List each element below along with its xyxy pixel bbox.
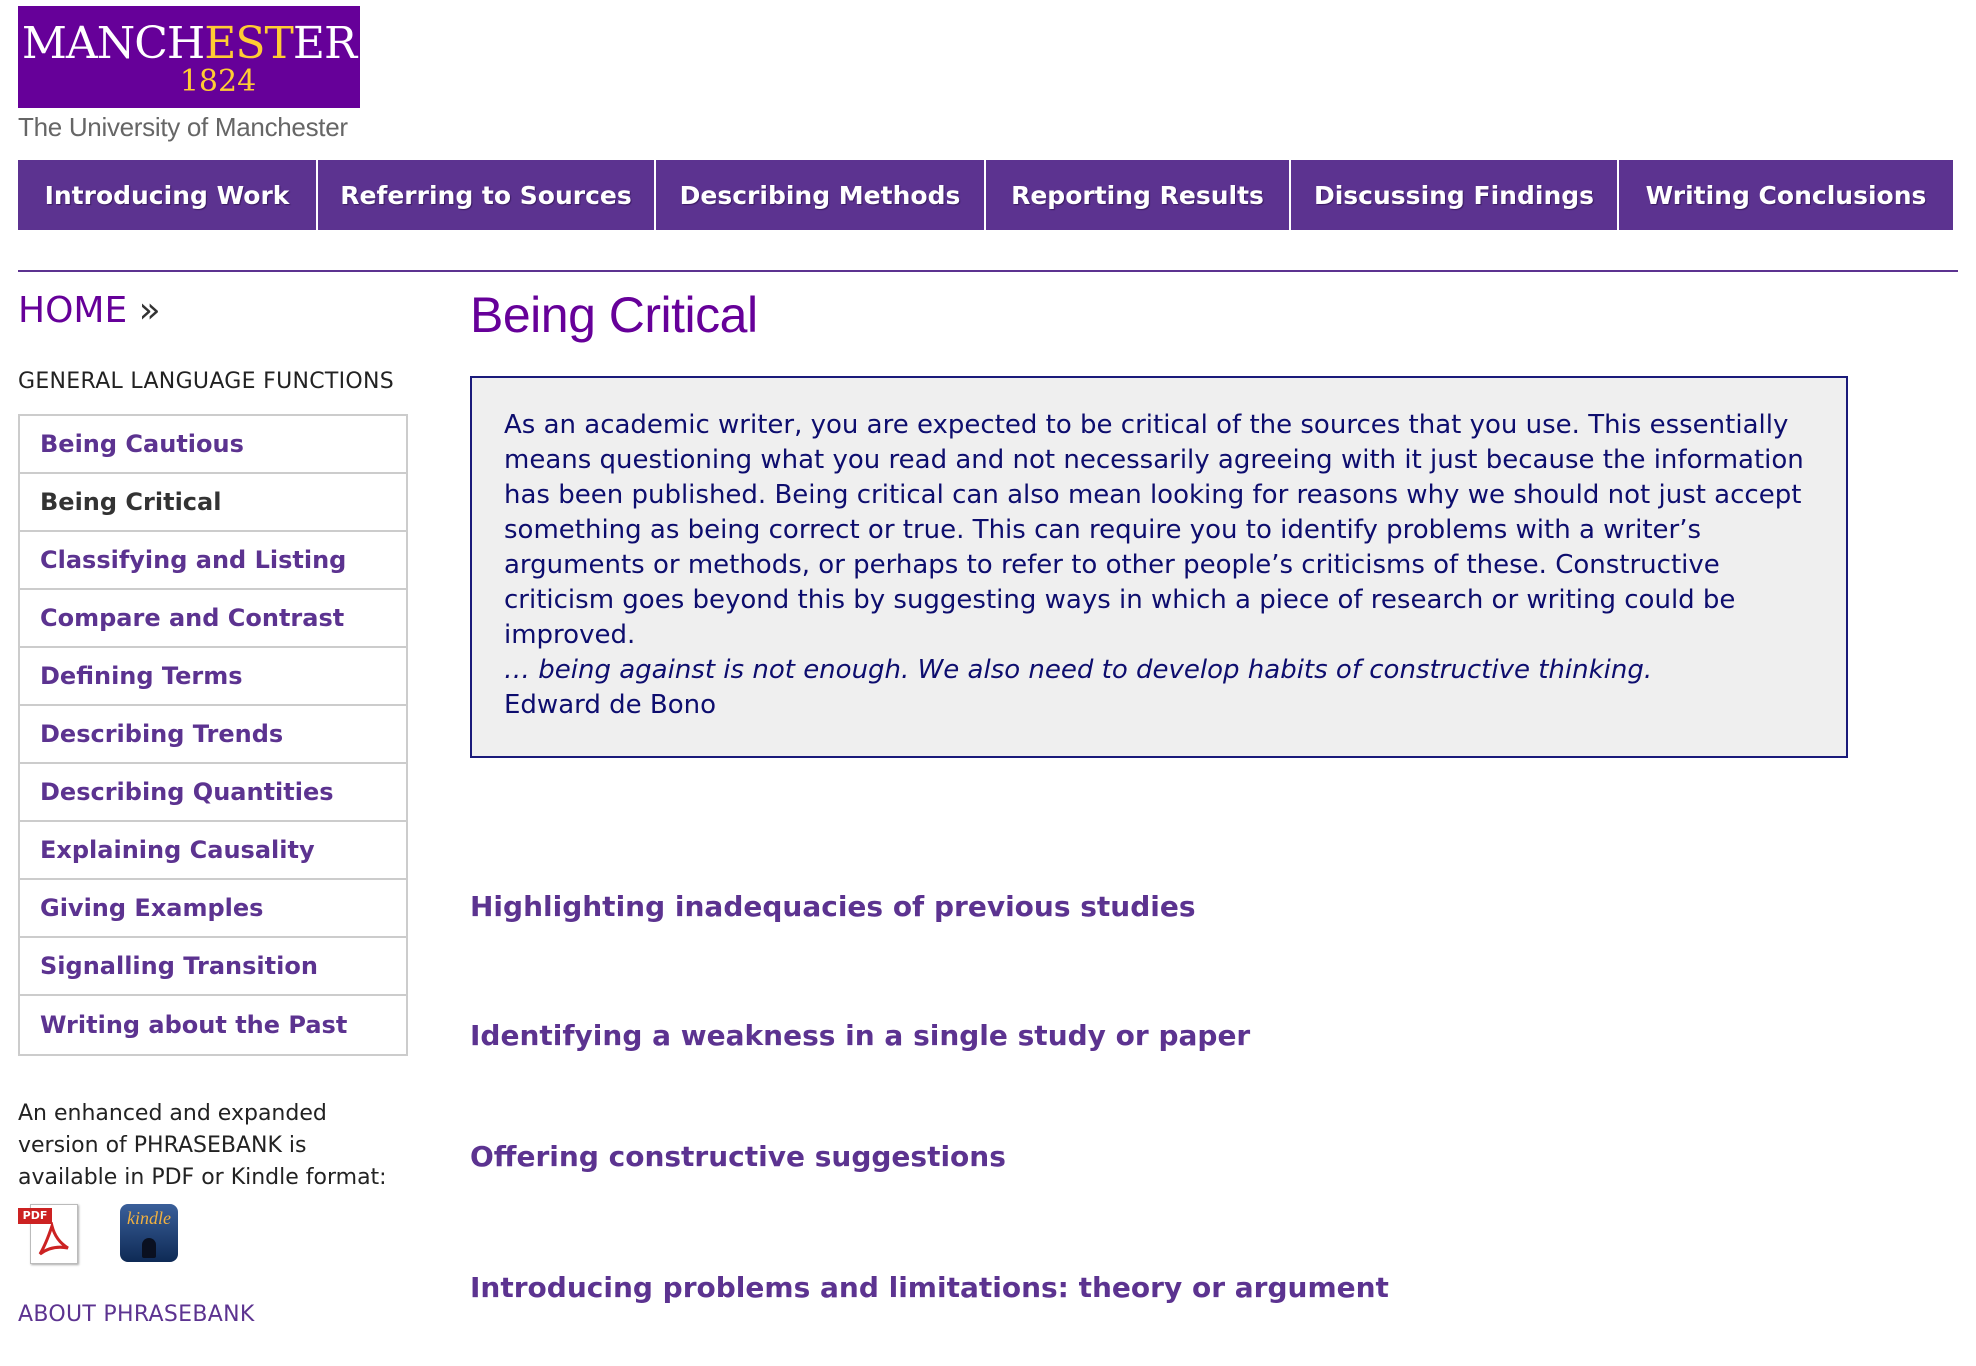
kindle-icon[interactable] <box>120 1204 178 1262</box>
intro-text: As an academic writer, you are expected to be critical of the sources that you use. This essentially means questioning what you read and not necessarily agreeing with it just because the information has been published. Being critical can also mean looking for reasons why we should not just accept something as being correct or true. This can require you to identify problems with a writer’s arguments or methods, or perhaps to refer to other people’s criticisms of these. Constructive criticism goes beyond this by suggesting ways in which a piece of research or writing could be improved. <box>504 410 1804 650</box>
nav-reporting-results[interactable]: Reporting Results <box>986 160 1291 230</box>
nav-writing-conclusions[interactable]: Writing Conclusions <box>1619 160 1953 230</box>
side-item-being-critical[interactable]: Being Critical <box>20 474 406 532</box>
nav-referring-to-sources[interactable]: Referring to Sources <box>318 160 656 230</box>
side-item-classifying-and-listing[interactable]: Classifying and Listing <box>20 532 406 590</box>
side-item-compare-and-contrast[interactable]: Compare and Contrast <box>20 590 406 648</box>
quote-author: Edward de Bono <box>504 690 717 720</box>
about-phrasebank-link[interactable]: ABOUT PHRASEBANK <box>18 1302 255 1327</box>
intro-box <box>470 376 1848 758</box>
home-label[interactable]: HOME <box>18 290 128 331</box>
side-menu <box>18 414 408 1056</box>
section-link-problems-and-limitations[interactable]: Introducing problems and limitations: theory or argument <box>470 1271 1389 1304</box>
side-item-explaining-causality[interactable]: Explaining Causality <box>20 822 406 880</box>
main-content <box>470 286 1910 1304</box>
side-item-defining-terms[interactable]: Defining Terms <box>20 648 406 706</box>
section-link-highlighting-inadequacies[interactable]: Highlighting inadequacies of previous studies <box>470 890 1196 923</box>
logo-box <box>18 6 360 108</box>
promo-icons <box>18 1204 410 1264</box>
nav-discussing-findings[interactable]: Discussing Findings <box>1291 160 1619 230</box>
side-item-describing-trends[interactable]: Describing Trends <box>20 706 406 764</box>
logo-wordmark: MANCHESTER <box>21 18 357 69</box>
intro-quote: … being against is not enough. We also need to develop habits of constructive thinking. <box>504 655 1653 685</box>
nav-describing-methods[interactable]: Describing Methods <box>656 160 986 230</box>
section-heading: GENERAL LANGUAGE FUNCTIONS <box>18 369 395 394</box>
section-link-constructive-suggestions[interactable]: Offering constructive suggestions <box>470 1140 1006 1173</box>
pdf-tag: PDF <box>18 1208 52 1224</box>
logo-subtitle: The University of Manchester <box>18 112 348 142</box>
side-item-writing-about-the-past[interactable]: Writing about the Past <box>40 1011 348 1039</box>
side-item-being-cautious[interactable]: Being Cautious <box>20 416 406 474</box>
side-item-signalling-transition[interactable]: Signalling Transition <box>20 938 406 996</box>
side-item-describing-quantities[interactable]: Describing Quantities <box>20 764 406 822</box>
side-item-giving-examples[interactable]: Giving Examples <box>20 880 406 938</box>
logo-year: 1824 <box>179 64 257 99</box>
kindle-wordmark: kindle <box>127 1208 171 1228</box>
promo-text: An enhanced and expanded version of PHRASEBANK is available in PDF or Kindle format: <box>18 1101 387 1190</box>
pdf-icon[interactable] <box>18 1204 80 1264</box>
breadcrumb-separator: » <box>138 290 161 331</box>
university-logo[interactable] <box>18 6 360 143</box>
nav-introducing-work[interactable]: Introducing Work <box>18 160 318 230</box>
home-link[interactable] <box>18 290 410 331</box>
page-title: Being Critical <box>470 287 758 343</box>
top-nav <box>18 160 1958 230</box>
section-link-identifying-weakness[interactable]: Identifying a weakness in a single study or paper <box>470 1019 1251 1052</box>
sidebar <box>18 290 410 1327</box>
kindle-reader-silhouette <box>142 1238 156 1258</box>
acrobat-swirl-icon <box>36 1222 72 1258</box>
header-divider <box>18 270 1958 272</box>
